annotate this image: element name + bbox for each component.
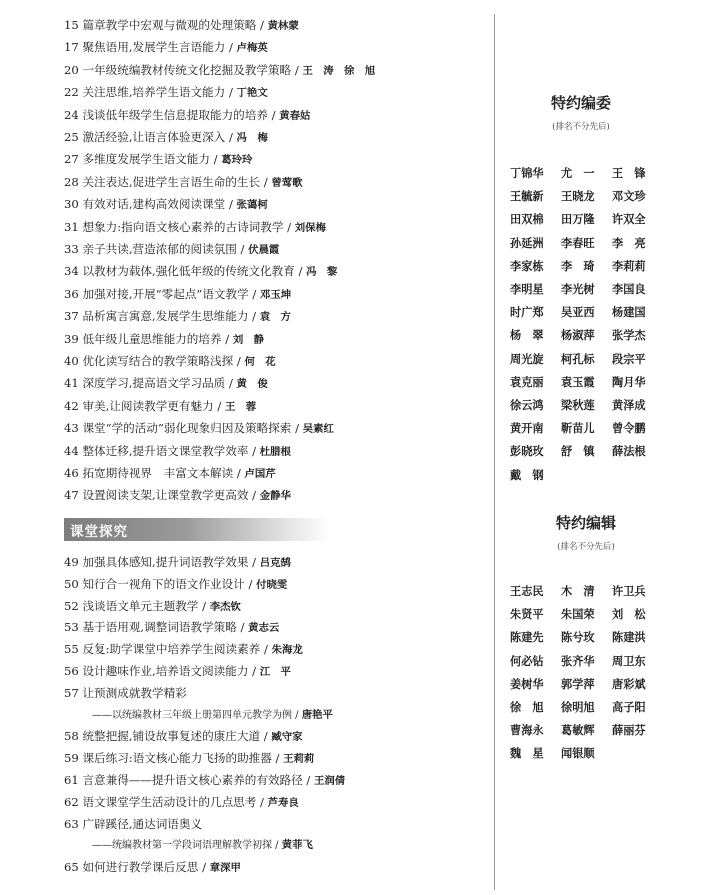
- person-name: 田万隆: [561, 212, 595, 227]
- toc-author: 李杰钦: [209, 600, 241, 613]
- column-divider: [494, 14, 495, 890]
- toc-entry: 17 聚焦语用,发展学生言语能力 / 卢梅英: [64, 40, 268, 55]
- person-name: 徐云鸿: [510, 398, 544, 412]
- toc-author: 卢国芹: [244, 468, 276, 480]
- toc-page-number: 56: [64, 664, 79, 678]
- person-name: 时广郑: [510, 305, 544, 320]
- toc-page-number: 15: [64, 18, 79, 32]
- toc-entry: 30 有效对话,建构高效阅读课堂 / 张蔼柯: [64, 197, 268, 212]
- section-title: 课堂探究: [70, 524, 128, 540]
- toc-page-number: 24: [64, 107, 79, 122]
- toc-title: 让预测成就教学精彩: [82, 685, 187, 700]
- person-name: 李明星: [510, 282, 544, 296]
- toc-page-number: 46: [64, 466, 79, 480]
- special-editors-note: (排名不分先后): [557, 542, 615, 552]
- toc-author: 何 花: [244, 356, 276, 368]
- person-name: 袁克丽: [510, 374, 544, 389]
- toc-title: 设计趣味作业,培养语文阅读能力: [82, 664, 249, 678]
- person-name: 李 琦: [561, 258, 595, 273]
- toc-author: 袁 方: [259, 311, 291, 324]
- toc-entry: 40 优化读写结合的教学策略浅探 / 何 花: [64, 354, 276, 368]
- toc-author: 付晓雯: [256, 578, 288, 591]
- person-name: 闻银顺: [561, 746, 595, 761]
- toc-entry: 37 品析寓言寓意,发展学生思维能力 / 袁 方: [64, 309, 291, 324]
- toc-page-number: 61: [64, 773, 79, 787]
- toc-author: 吴素红: [302, 423, 334, 436]
- toc-entry: 47 设置阅读支架,让课堂教学更高效 / 金静华: [64, 488, 291, 503]
- toc-title: ——统编教材第一学段词语理解教学初探: [92, 840, 272, 852]
- toc-author: 张蔼柯: [236, 199, 268, 212]
- person-name: 李 亮: [612, 235, 646, 250]
- toc-author: 黄春姑: [279, 109, 311, 122]
- toc-entry: 56 设计趣味作业,培养语文阅读能力 / 江 平: [64, 664, 291, 678]
- person-name: 黄开南: [510, 421, 544, 436]
- toc-title: 言意兼得——提升语文核心素养的有效路径: [82, 773, 303, 787]
- person-name: 杨 翠: [510, 328, 544, 343]
- person-name: 朱贤平: [510, 607, 544, 622]
- toc-title: 品析寓言寓意,发展学生思维能力: [82, 309, 249, 324]
- toc-author: 冯 梅: [236, 132, 268, 144]
- person-name: 孙延洲: [510, 235, 544, 250]
- toc-entry: 50 知行合一视角下的语文作业设计 / 付晓雯: [64, 576, 288, 591]
- toc-author: 江 平: [259, 666, 291, 678]
- person-name: 何必钻: [510, 653, 544, 668]
- toc-entry: 59 课后练习:语文核心能力飞扬的助推器 / 王莉莉: [64, 751, 315, 766]
- person-name: 朱国荣: [561, 607, 595, 622]
- editorial-board-note: (排名不分先后): [552, 122, 610, 132]
- toc-page-number: 33: [64, 242, 79, 256]
- toc-author: 葛玲玲: [221, 154, 253, 167]
- toc-title: 设置阅读支架,让课堂教学更高效: [82, 488, 249, 503]
- person-name: 陶月华: [612, 374, 646, 389]
- toc-page-number: 55: [64, 642, 79, 657]
- toc-page-number: 36: [64, 286, 79, 301]
- toc-author: 吕克鹄: [259, 557, 291, 569]
- person-name: 田双棉: [510, 212, 544, 227]
- toc-entry: 15 篇章教学中宏观与微观的处理策略 / 黄林蒙: [64, 18, 299, 32]
- toc-title: 课堂“学的活动”弱化现象归因及策略探索: [82, 421, 292, 436]
- toc-entry: 44 整体迁移,提升语文课堂教学效率 / 杜腊根: [64, 443, 291, 458]
- toc-page-number: 22: [64, 85, 79, 100]
- toc-entry: 46 拓宽期待视界 丰富文本解读 / 卢国芹: [64, 466, 276, 480]
- toc-entry: 49 加强具体感知,提升词语教学效果 / 吕克鹄: [64, 555, 291, 569]
- person-name: 周卫东: [612, 653, 646, 668]
- toc-entry: 36 加强对接,开展“零起点”语文教学 / 邓玉坤: [64, 286, 292, 301]
- person-name: 李光树: [561, 282, 595, 296]
- person-name: 尤 一: [561, 166, 595, 180]
- toc-entry: [64, 816, 202, 832]
- toc-title: 优化读写结合的教学策略浅探: [82, 354, 234, 368]
- toc-entry: 27 多维度发展学生语文能力 / 葛玲玲: [64, 152, 253, 167]
- person-name: 薛法根: [612, 444, 646, 459]
- toc-title: 反复:助学课堂中培养学生阅读素养: [82, 642, 261, 657]
- toc-entry: 20 一年级统编教材传统文化挖掘及教学策略 / 王 涛 徐 旭: [64, 62, 376, 77]
- toc-page-number: 62: [64, 794, 79, 809]
- toc-entry: 39 低年级儿童思维能力的培养 / 刘 静: [64, 331, 265, 346]
- person-name: 彭晓玫: [510, 444, 544, 459]
- toc-title: 如何进行教学课后反思: [82, 860, 199, 875]
- toc-author: 金静华: [259, 490, 291, 503]
- toc-title: 以教材为载体,强化低年级的传统文化教育: [82, 264, 295, 279]
- toc-title: 知行合一视角下的语文作业设计: [82, 576, 245, 591]
- person-name: 邓文珍: [612, 189, 646, 204]
- toc-page-number: 43: [64, 421, 79, 436]
- toc-title: 浅谈低年级学生信息提取能力的培养: [82, 107, 268, 122]
- person-name: 许双全: [612, 212, 646, 227]
- editorial-board-title: 特约编委: [550, 94, 611, 112]
- toc-entry: 52 浅谈语文单元主题教学 / 李杰钦: [64, 598, 241, 613]
- person-name: 王毓新: [510, 189, 544, 204]
- toc-author: 王 涛 徐 旭: [302, 64, 376, 77]
- person-name: 高子阳: [612, 700, 646, 714]
- toc-page-number: 30: [64, 197, 79, 212]
- toc-title: 篇章教学中宏观与微观的处理策略: [82, 18, 257, 32]
- person-name: 戴 钢: [510, 467, 544, 482]
- toc-title: 加强对接,开展“零起点”语文教学: [82, 286, 249, 301]
- person-name: 曹海永: [510, 723, 544, 738]
- toc-page-number: 52: [64, 598, 79, 613]
- toc-author: 王润倩: [314, 775, 346, 787]
- toc-title: 一年级统编教材传统文化挖掘及教学策略: [82, 62, 292, 77]
- person-name: 木 清: [561, 584, 595, 598]
- toc-page-number: 34: [64, 264, 79, 279]
- special-editors-title: 特约编辑: [555, 514, 616, 532]
- toc-entry: 33 亲子共读,营造浓郁的阅读氛围 / 伏晨霞: [64, 242, 280, 256]
- toc-page-number: 20: [64, 62, 79, 77]
- person-name: 陈兮玫: [561, 630, 595, 645]
- toc-title: 多维度发展学生语文能力: [82, 152, 210, 167]
- person-name: 魏 星: [510, 746, 544, 761]
- toc-page-number: 47: [64, 488, 79, 503]
- toc-entry: 43 课堂“学的活动”弱化现象归因及策略探索 / 吴素红: [64, 421, 334, 436]
- person-name: 丁锦华: [510, 166, 544, 180]
- toc-entry: 65 如何进行教学课后反思 / 章深甲: [64, 860, 241, 875]
- toc-page-number: 53: [64, 620, 79, 635]
- toc-page-number: 63: [64, 816, 79, 831]
- person-name: 唐彩斌: [612, 676, 646, 691]
- person-name: 李莉莉: [612, 258, 646, 273]
- person-name: 黄泽成: [612, 398, 646, 412]
- toc-entry: 28 关注表达,促进学生言语生命的生长 / 曾莺歌: [64, 174, 303, 189]
- toc-entry: 62 语文课堂学生活动设计的几点思考 / 芦寿良: [64, 794, 299, 809]
- person-name: 杨建国: [612, 305, 646, 320]
- toc-entry: 58 统整把握,铺设故事复述的康庄大道 / 臧守家: [64, 729, 303, 744]
- toc-page-number: 31: [64, 219, 79, 234]
- person-name: 王晓龙: [561, 189, 595, 204]
- person-name: 刘 松: [612, 607, 646, 622]
- toc-entry: 22 关注思维,培养学生语文能力 / 丁艳文: [64, 85, 268, 100]
- toc-author: 王莉莉: [283, 753, 315, 766]
- toc-title: 聚焦语用,发展学生言语能力: [82, 40, 226, 55]
- toc-title: 想象力:指向语文核心素养的古诗词教学: [82, 219, 284, 234]
- person-name: 许卫兵: [612, 584, 646, 598]
- person-name: 张齐华: [561, 653, 595, 668]
- toc-author: 朱海龙: [271, 644, 303, 657]
- section-header: [64, 518, 330, 541]
- person-name: 曾令鹏: [612, 421, 646, 436]
- toc-entry: 41 深度学习,提高语文学习品质 / 黄 俊: [64, 376, 268, 391]
- person-name: 陈建先: [510, 630, 544, 645]
- person-name: 李国良: [612, 282, 646, 296]
- toc-title: 关注表达,促进学生言语生命的生长: [82, 174, 261, 189]
- toc-title: 亲子共读,营造浓郁的阅读氛围: [82, 242, 237, 256]
- person-name: 王 锋: [612, 166, 646, 180]
- toc-page-number: 41: [64, 376, 79, 391]
- toc-entry: ——以统编教材三年级上册第四单元教学为例 / 唐艳平: [92, 708, 333, 721]
- toc-entry: 55 反复:助学课堂中培养学生阅读素养 / 朱海龙: [64, 642, 303, 657]
- toc-author: 刘 静: [232, 333, 265, 346]
- person-name: 段宗平: [612, 351, 646, 366]
- person-name: 袁玉霞: [561, 374, 595, 389]
- toc-page-number: 65: [64, 860, 79, 875]
- toc-author: 唐艳平: [301, 708, 333, 721]
- person-name: 舒 镇: [561, 444, 595, 459]
- toc-author: 王 蓉: [224, 400, 257, 413]
- toc-entry: 31 想象力:指向语文核心素养的古诗词教学 / 刘保梅: [64, 219, 326, 234]
- toc-author: 刘保梅: [294, 221, 326, 234]
- toc-entry: 61 言意兼得——提升语文核心素养的有效路径 / 王润倩: [64, 773, 346, 787]
- person-name: 梁秋莲: [561, 398, 595, 412]
- toc-author: 章深甲: [209, 862, 241, 875]
- person-name: 李春旺: [561, 235, 595, 250]
- person-name: 薛丽芬: [612, 723, 646, 738]
- toc-page-number: 57: [64, 685, 79, 700]
- toc-title: 基于语用观,调整词语教学策略: [82, 620, 237, 635]
- toc-entry: ——统编教材第一学段词语理解教学初探 / 黄菲飞: [92, 839, 313, 852]
- toc-title: 浅谈语文单元主题教学: [82, 598, 199, 613]
- toc-entry: 25 激活经验,让语言体验更深入 / 冯 梅: [64, 130, 268, 144]
- toc-title: 关注思维,培养学生语文能力: [82, 85, 226, 100]
- toc-author: 臧守家: [271, 731, 303, 744]
- toc-author: 冯 黎: [306, 266, 338, 279]
- person-name: 靳苗儿: [561, 421, 595, 436]
- person-name: 徐明旭: [561, 700, 595, 714]
- toc-page-number: 39: [64, 331, 79, 346]
- toc-title: 激活经验,让语言体验更深入: [82, 130, 226, 144]
- toc-entry: [64, 685, 187, 701]
- toc-entry: 34 以教材为载体,强化低年级的传统文化教育 / 冯 黎: [64, 264, 338, 279]
- toc-page-number: 25: [64, 130, 79, 144]
- toc-page-number: 28: [64, 174, 79, 189]
- person-name: 姜树华: [510, 676, 544, 691]
- toc-title: 统整把握,铺设故事复述的康庄大道: [82, 729, 261, 744]
- toc-author: 丁艳文: [236, 87, 268, 100]
- toc-entry: 24 浅谈低年级学生信息提取能力的培养 / 黄春姑: [64, 107, 311, 122]
- person-name: 王志民: [510, 584, 544, 598]
- person-name: 郭学萍: [561, 676, 595, 691]
- toc-author: 黄菲飞: [281, 839, 313, 852]
- toc-author: 邓玉坤: [260, 288, 292, 301]
- toc-page-number: 49: [64, 555, 79, 569]
- person-name: 李家栋: [510, 258, 544, 273]
- person-name: 周光旋: [510, 351, 544, 366]
- toc-page-number: 17: [64, 40, 79, 55]
- toc-author: 伏晨霞: [248, 244, 280, 256]
- toc-title: 广辟蹊径,通达词语奥义: [82, 816, 203, 831]
- person-name: 徐 旭: [510, 700, 544, 714]
- toc-title: ——以统编教材三年级上册第四单元教学为例: [92, 709, 292, 721]
- person-name: 杨淑萍: [561, 328, 595, 343]
- toc-page-number: 40: [64, 354, 79, 368]
- toc-entry: 53 基于语用观,调整词语教学策略 / 黄志云: [64, 620, 280, 635]
- toc-page-number: 50: [64, 576, 79, 591]
- toc-page-number: 42: [64, 398, 79, 413]
- toc-title: 有效对话,建构高效阅读课堂: [82, 197, 226, 212]
- toc-title: 深度学习,提高语文学习品质: [82, 376, 226, 391]
- person-name: 张学杰: [612, 328, 646, 343]
- toc-author: 杜腊根: [259, 445, 291, 458]
- toc-page-number: 44: [64, 443, 79, 458]
- toc-title: 语文课堂学生活动设计的几点思考: [82, 794, 257, 809]
- toc-author: 黄志云: [248, 622, 280, 635]
- toc-author: 曾莺歌: [271, 176, 303, 189]
- toc-author: 卢梅英: [236, 42, 268, 55]
- toc-title: 课后练习:语文核心能力飞扬的助推器: [82, 751, 272, 766]
- toc-author: 芦寿良: [267, 796, 299, 809]
- toc-author: 黄林蒙: [267, 20, 299, 32]
- toc-title: 拓宽期待视界 丰富文本解读: [82, 466, 234, 480]
- toc-title: 整体迁移,提升语文课堂教学效率: [82, 443, 249, 458]
- toc-entry: 42 审美,让阅读教学更有魅力 / 王 蓉: [64, 398, 257, 413]
- toc-title: 低年级儿童思维能力的培养: [82, 331, 222, 346]
- person-name: 吴亚西: [561, 305, 595, 320]
- toc-author: 黄 俊: [236, 378, 268, 391]
- toc-title: 审美,让阅读教学更有魅力: [82, 398, 214, 413]
- toc-page-number: 27: [64, 152, 79, 167]
- person-name: 葛敏辉: [561, 723, 595, 738]
- toc-page-number: 58: [64, 729, 79, 744]
- toc-page-number: 37: [64, 309, 79, 324]
- person-name: 陈建洪: [612, 630, 646, 645]
- toc-page-number: 59: [64, 751, 79, 766]
- toc-title: 加强具体感知,提升词语教学效果: [82, 555, 249, 569]
- person-name: 柯孔标: [561, 351, 595, 366]
